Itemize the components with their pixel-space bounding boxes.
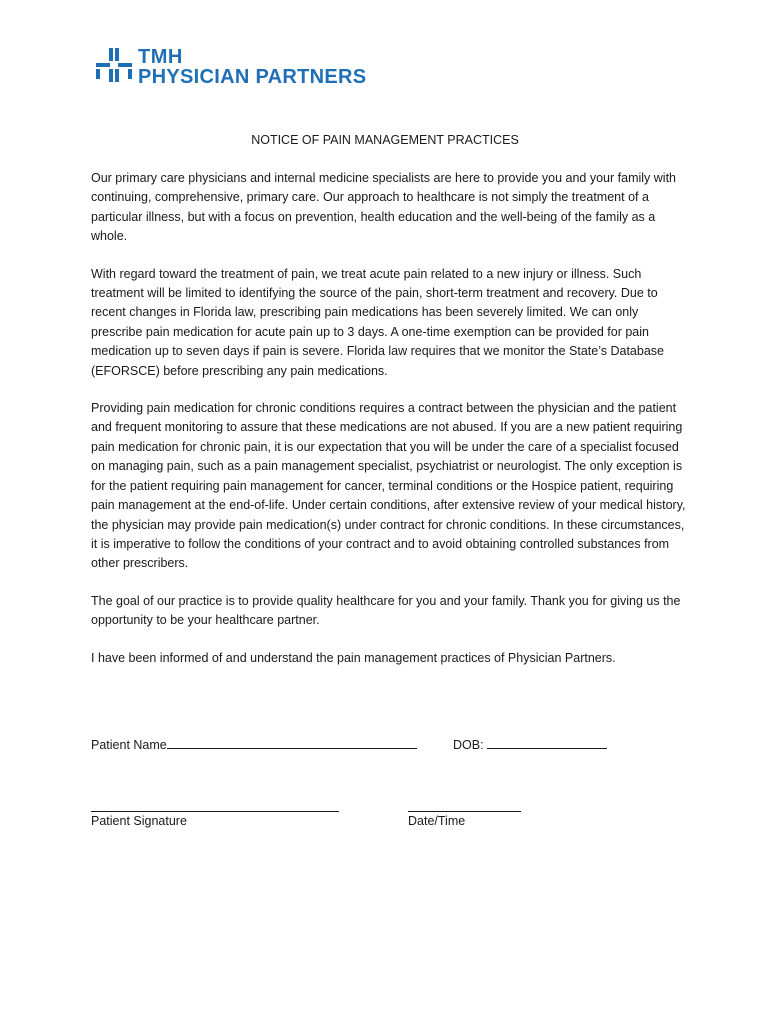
patient-name-label: Patient Name — [91, 738, 167, 752]
datetime-field[interactable] — [408, 797, 521, 812]
patient-name-field[interactable] — [167, 748, 417, 749]
logo-text-physician-partners: PHYSICIAN PARTNERS — [138, 66, 367, 88]
paragraph-acute-pain: With regard toward the treatment of pain, we treat acute pain related to a new injury or illness. Such treatment will be limited to identifying the source of the pain, short-term treatment and recovery. Due to recent changes in Florida law, prescribing pain medications has been severely limited. We can only prescribe pain medication for acute pain up to 3 days. A one-time exemption can be provided for pain medication up to seven days if pain is severe. Florida law requires that we monitor the State’s Database (EFORSCE) before prescribing any pain medications. — [91, 266, 664, 378]
dob-field[interactable] — [487, 748, 607, 749]
patient-signature-label: Patient Signature — [91, 814, 187, 828]
paragraph-chronic-pain: Providing pain medication for chronic conditions requires a contract between the physician and the patient and frequent monitoring to assure that these medications are not abused. If you are a new patient requiring pain medication for chronic pain, it is our expectation that you will be under the care of a specialist focused on managing pain, such as a pain management specialist, psychiatrist or neurologist. The only exception is for the patient requiring pain management for cancer, terminal conditions or the Hospice patient, requiring pain management at the end-of-life. Under certain conditions, after extensive review of your medical history, the physician may provide pain medication(s) under contract for chronic conditions. In these circumstances, it is imperative to follow the conditions of your contract and to avoid obtaining controlled substances from other prescribers. — [91, 401, 686, 571]
tmh-logo-icon — [94, 46, 134, 86]
patient-signature-field[interactable] — [91, 797, 339, 812]
patient-name-row — [91, 738, 417, 752]
dob-label: DOB: — [453, 738, 488, 752]
paragraph-intro: Our primary care physicians and internal medicine specialists are here to provide you and your family with continuing, comprehensive, primary care. Our approach to healthcare is not simply the treatment of a particular illness, but with a focus on prevention, health education and the well-being of the family as a whole. — [91, 171, 676, 244]
tmh-logo — [94, 46, 394, 90]
document-body — [91, 169, 691, 686]
paragraph-goal: The goal of our practice is to provide quality healthcare for you and your family. Thank you for giving us the opportunity to be your healthcare partner. — [91, 593, 681, 628]
document-title: NOTICE OF PAIN MANAGEMENT PRACTICES — [251, 133, 519, 147]
logo-text-tmh: TMH — [138, 46, 183, 68]
datetime-label: Date/Time — [408, 814, 466, 828]
paragraph-acknowledgement: I have been informed of and understand the pain management practices of Physician Partners. — [91, 650, 616, 665]
dob-row — [453, 738, 607, 752]
